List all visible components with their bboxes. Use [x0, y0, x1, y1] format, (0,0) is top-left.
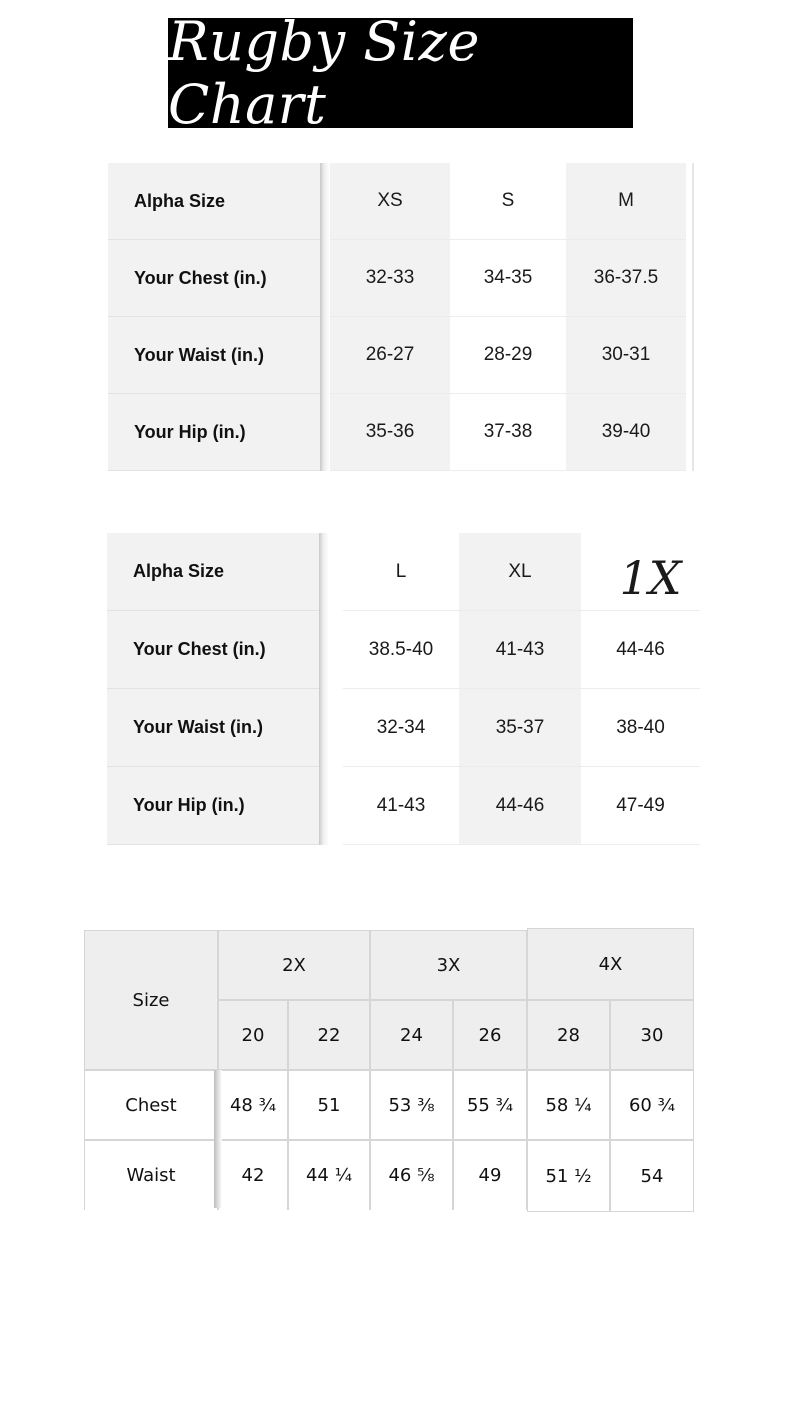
size-cell: XS — [330, 163, 450, 240]
row-label-waist: Your Waist (in.) — [108, 317, 320, 394]
chest-cell: 41-43 — [459, 611, 581, 689]
row-label-waist: Waist — [84, 1140, 218, 1210]
size-cell: S — [450, 163, 566, 240]
hip-cell: 44-46 — [459, 767, 581, 845]
size-cell: M — [566, 163, 686, 240]
size-table-2x-4x — [84, 930, 694, 1210]
waist-value: 49 — [453, 1140, 527, 1210]
chest-cell: 36-37.5 — [566, 240, 686, 317]
column-divider — [214, 1070, 222, 1208]
chest-value: 48 ¾ — [218, 1070, 288, 1140]
waist-cell: 35-37 — [459, 689, 581, 767]
chest-cell: 34-35 — [450, 240, 566, 317]
numeric-size-header: 20 — [218, 1000, 288, 1070]
row-label-chest: Your Chest (in.) — [108, 240, 320, 317]
size-cell: L — [343, 533, 459, 611]
row-label-hip: Your Hip (in.) — [108, 394, 320, 471]
numeric-size-header: 28 — [527, 1000, 610, 1070]
waist-cell: 26-27 — [330, 317, 450, 394]
row-label-chest: Chest — [84, 1070, 218, 1140]
chest-cell: 38.5-40 — [343, 611, 459, 689]
numeric-size-header: 30 — [610, 1000, 694, 1070]
size-header: Size — [84, 930, 218, 1070]
hip-cell: 47-49 — [581, 767, 700, 845]
size-table-xs-m — [108, 163, 694, 471]
chest-cell: 32-33 — [330, 240, 450, 317]
waist-value: 42 — [218, 1140, 288, 1210]
chest-value: 60 ¾ — [610, 1070, 694, 1140]
row-label-chest: Your Chest (in.) — [107, 611, 319, 689]
hip-cell: 41-43 — [343, 767, 459, 845]
waist-cell: 28-29 — [450, 317, 566, 394]
size-cell: XL — [459, 533, 581, 611]
row-label-waist: Your Waist (in.) — [107, 689, 319, 767]
waist-value: 44 ¼ — [288, 1140, 370, 1210]
waist-value: 46 ⅝ — [370, 1140, 453, 1210]
title-banner — [168, 10, 633, 136]
column-divider — [319, 533, 329, 845]
size-cell-1x: 1X — [581, 533, 700, 611]
size-table-l-1x — [107, 533, 700, 845]
group-header-3x: 3X — [370, 930, 527, 1000]
row-label-alpha-size: Alpha Size — [108, 163, 320, 240]
hip-cell: 39-40 — [566, 394, 686, 471]
hip-cell: 35-36 — [330, 394, 450, 471]
group-header-2x: 2X — [218, 930, 370, 1000]
numeric-size-header: 22 — [288, 1000, 370, 1070]
row-label-alpha-size: Alpha Size — [107, 533, 319, 611]
chest-value: 55 ¾ — [453, 1070, 527, 1140]
waist-cell: 30-31 — [566, 317, 686, 394]
chest-value: 53 ⅜ — [370, 1070, 453, 1140]
numeric-size-header: 26 — [453, 1000, 527, 1070]
group-header-4x: 4X — [527, 928, 694, 1000]
chest-cell: 44-46 — [581, 611, 700, 689]
chest-value: 51 — [288, 1070, 370, 1140]
hip-cell: 37-38 — [450, 394, 566, 471]
numeric-size-header: 24 — [370, 1000, 453, 1070]
column-divider — [320, 163, 330, 471]
page-title: Rugby Size Chart — [168, 10, 480, 136]
chest-value: 58 ¼ — [527, 1070, 610, 1140]
waist-cell: 32-34 — [343, 689, 459, 767]
waist-value: 51 ½ — [527, 1140, 610, 1212]
table-edge — [692, 163, 694, 471]
waist-value: 54 — [610, 1140, 694, 1212]
row-label-hip: Your Hip (in.) — [107, 767, 319, 845]
waist-cell: 38-40 — [581, 689, 700, 767]
